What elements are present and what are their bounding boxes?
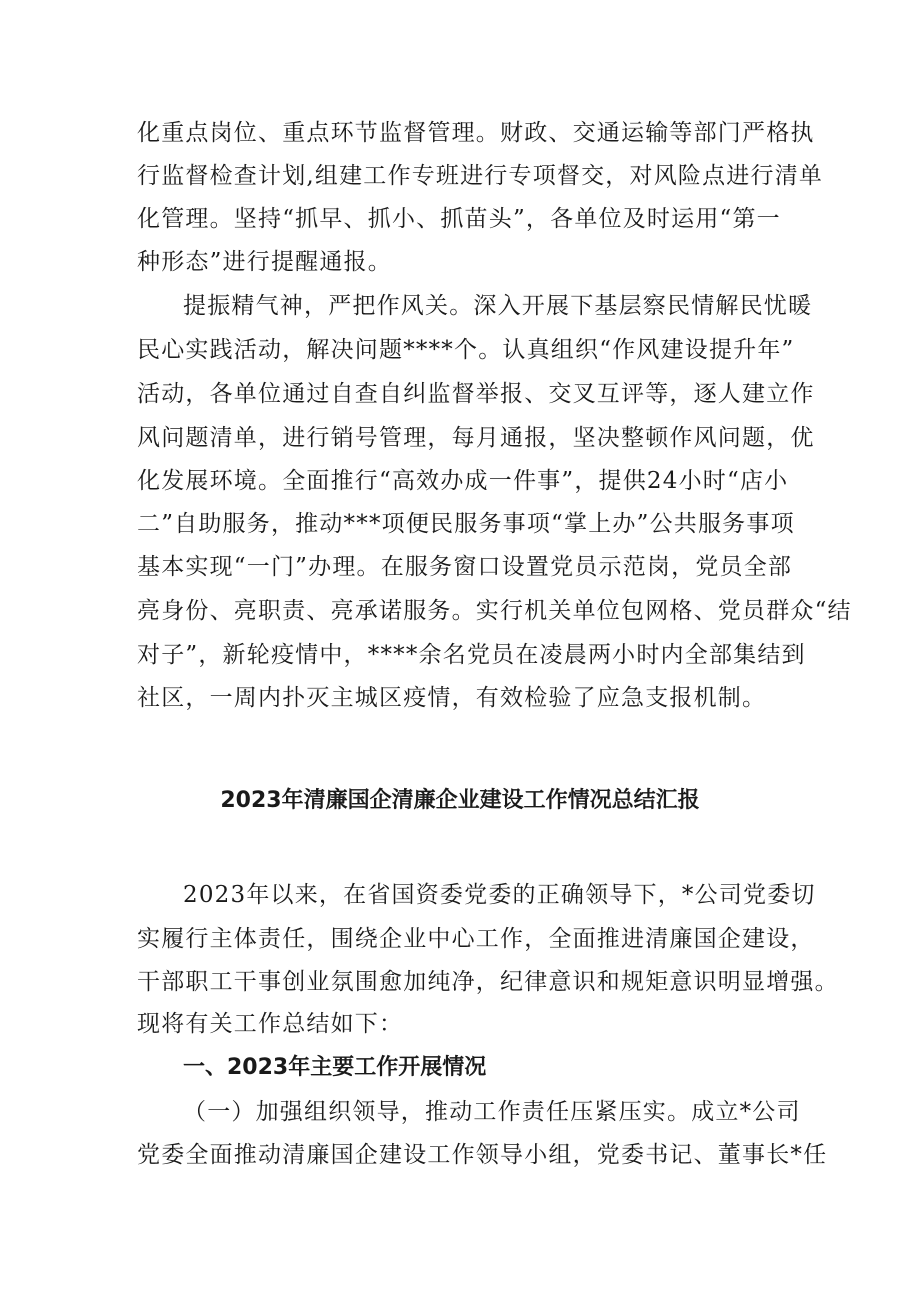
text-line: 社区，一周内扑灭主城区疫情，有效检验了应急支报机制。 xyxy=(137,685,767,711)
text-line: 对子”，新轮疫情中，****余名党员在凌晨两小时内全部集结到 xyxy=(137,642,806,668)
text-line: 种形态”进行提醒通报。 xyxy=(137,249,392,275)
text-line: 活动，各单位通过自查自纠监督举报、交叉互评等，逐人建立作 xyxy=(137,381,815,407)
text-line: 亮身份、亮职责、亮承诺服务。实行机关单位包网格、党员群众“结 xyxy=(137,598,852,624)
text-line: 行监督检查计划,组建工作专班进行专项督交，对风险点进行清单 xyxy=(137,163,824,189)
text-line: 二”自助服务，推动***项便民服务事项“掌上办”公共服务事项 xyxy=(137,511,795,537)
text-line: 化重点岗位、重点环节监督管理。财政、交通运输等部门严格执 xyxy=(137,120,815,146)
text-line: 2023年以来，在省国资委党委的正确领导下，*公司党委切 xyxy=(183,882,816,908)
text-line: 民心实践活动，解决问题****个。认真组织“作风建设提升年” xyxy=(137,337,795,363)
text-line: 化发展环境。全面推行“高效办成一件事”，提供24小时“店小 xyxy=(137,468,789,494)
text-line: 党委全面推动清廉国企建设工作领导小组，党委书记、董事长*任 xyxy=(137,1142,828,1168)
text-line: 提振精气神，严把作风关。深入开展下基层察民情解民忧暖 xyxy=(183,293,813,319)
text-line: 风问题清单，进行销号管理，每月通报，坚决整顿作风问题，优 xyxy=(137,425,815,451)
document-title: 2023年清廉国企清廉企业建设工作情况总结汇报 xyxy=(220,788,700,813)
text-line: 基本实现“一门”办理。在服务窗口设置党员示范岗，党员全部 xyxy=(137,554,793,580)
text-line: 现将有关工作总结如下： xyxy=(137,1011,404,1037)
text-line: 干部职工干事创业氛围愈加纯净，纪律意识和规矩意识明显增强。 xyxy=(137,969,839,995)
text-line: 化管理。坚持“抓早、抓小、抓苗头”，各单位及时运用“第一 xyxy=(137,206,781,232)
text-line: 实履行主体责任，围绕企业中心工作，全面推进清廉国企建设， xyxy=(137,926,815,952)
text-line: （一）加强组织领导，推动工作责任压紧压实。成立*公司 xyxy=(183,1099,801,1125)
section-heading: 一、2023年主要工作开展情况 xyxy=(183,1055,487,1080)
